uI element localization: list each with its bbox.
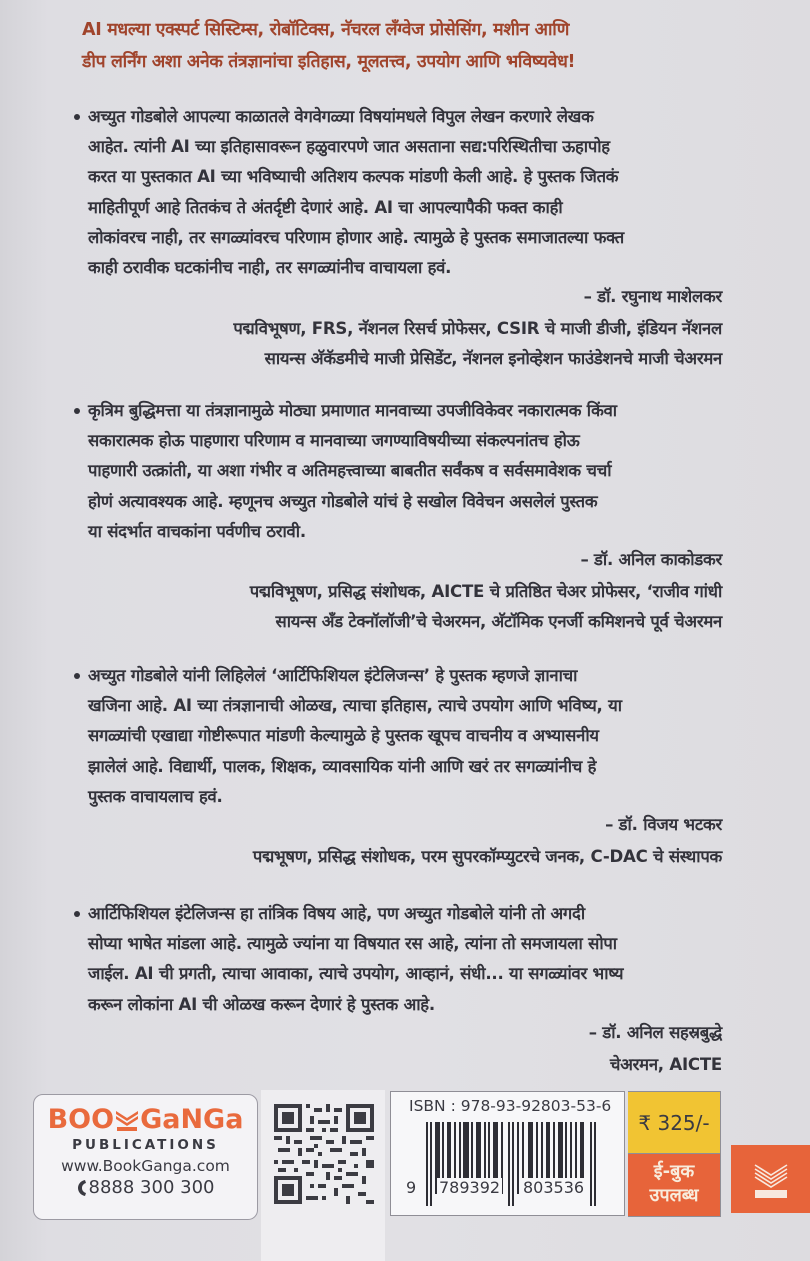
ebook-available-badge bbox=[628, 1154, 721, 1217]
price-tag: ₹ 325/- bbox=[628, 1091, 721, 1154]
publisher-logo bbox=[34, 1105, 257, 1135]
tagline-line: डीप लर्निंग अशा अनेक तंत्रज्ञानांचा इतिहास, मूलतत्त्व, उपयोग आणि भविष्यवेध! bbox=[82, 52, 576, 72]
logo-text-right: GaNGa bbox=[140, 1104, 244, 1135]
author-credentials: पद्मभूषण, प्रसिद्ध संशोधक, परम सुपरकॉम्प्युटरचे जनक, C-DAC चे संस्थापक bbox=[252, 847, 722, 866]
qr-code-icon[interactable] bbox=[274, 1104, 374, 1204]
endorsement-4-text bbox=[62, 899, 732, 1020]
phone-icon bbox=[77, 1179, 87, 1197]
bookganga-chevron-icon bbox=[115, 1109, 139, 1131]
author-credentials: सायन्स अँड टेक्नॉलॉजी’चे चेअरमन, अ‍ॅटॉमिक एनर्जी कमिशनचे पूर्व चेअरमन bbox=[275, 612, 722, 631]
endorsement-1-text bbox=[62, 102, 732, 283]
text-line: करत या पुस्तकात AI च्या भविष्याची अतिशय कल्पक मांडणी केली आहे. हे पुस्तक जितकं bbox=[88, 167, 619, 187]
text-line: करून लोकांना AI ची ओळख करून देणारं हे पुस्तक आहे. bbox=[88, 994, 435, 1014]
endorsement-2-attribution bbox=[250, 545, 722, 637]
barcode-digits-group2: 803536 bbox=[523, 1178, 585, 1197]
publisher-phone bbox=[34, 1177, 257, 1198]
publisher-subtitle: PUBLICATIONS bbox=[72, 1137, 219, 1153]
author-name: – डॉ. अनिल काकोडकर bbox=[580, 550, 722, 569]
tagline bbox=[82, 14, 762, 78]
author-name: – डॉ. रघुनाथ माशेलकर bbox=[583, 287, 722, 306]
author-credentials: पद्मविभूषण, FRS, नॅशनल रिसर्च प्रोफेसर, CSIR चे माजी डीजी, इंडियन नॅशनल bbox=[233, 319, 722, 338]
text-line: पाहणारी उत्क्रांती, या अशा गंभीर व अतिमहत्त्वाच्या बाबतीत सर्वंकष व सर्वसमावेशक चर्चा bbox=[88, 461, 612, 481]
text-line: पुस्तक वाचायलाच हवं. bbox=[88, 786, 223, 806]
text-line: जाईल. AI ची प्रगती, त्याचा आवाका, त्याचे उपयोग, आव्हानं, संधी... या सगळ्यांवर भाष्य bbox=[88, 964, 624, 984]
text-line: आर्टिफिशियल इंटेलिजन्स हा तांत्रिक विषय आहे, पण अच्युत गोडबोले यांनी तो अगदी bbox=[88, 904, 585, 923]
text-line: झालेलं आहे. विद्यार्थी, पालक, शिक्षक, व्यावसायिक यांनी आणि खरं तर सगळ्यांनीच हे bbox=[88, 756, 597, 776]
text-line: कृत्रिम बुद्धिमत्ता या तंत्रज्ञानामुळे मोठ्या प्रमाणात मानवाच्या उपजीविकेवर नकारात्मक किंवा bbox=[88, 401, 617, 420]
endorsement-2-text bbox=[62, 396, 732, 547]
text-line: लोकांवरच नाही, तर सगळ्यांवरच परिणाम होणार आहे. त्यामुळे हे पुस्तक समाजातल्या फक्त bbox=[88, 227, 624, 247]
text-line: माहितीपूर्ण आहे तितकंच ते अंतर्दृष्टी देणारं आहे. AI चा आपल्यापैकी फक्त काही bbox=[88, 197, 563, 217]
endorsement-4-attribution bbox=[589, 1018, 722, 1080]
isbn-barcode-box bbox=[390, 1091, 625, 1216]
text-line: अच्युत गोडबोले यांनी लिहिलेलं ‘आर्टिफिशियल इंटेलिजन्स’ हे पुस्तक म्हणजे ज्ञानाचा bbox=[88, 666, 578, 685]
phone-number: 8888 300 300 bbox=[88, 1177, 215, 1198]
text-line: काही ठरावीक घटकांनीच नाही, तर सगळ्यांनीच वाचायला हवं. bbox=[88, 258, 452, 278]
author-name: – डॉ. अनिल सहस्रबुद्धे bbox=[588, 1023, 722, 1042]
publisher-box bbox=[33, 1094, 258, 1220]
author-credentials: चेअरमन, AICTE bbox=[609, 1055, 722, 1074]
endorsement-3-text bbox=[62, 661, 732, 812]
tagline-line: AI मधल्या एक्स्पर्ट सिस्टिम्स, रोबॉटिक्स, नॅचरल लँग्वेज प्रोसेसिंग, मशीन आणि bbox=[82, 20, 570, 40]
qr-code-area bbox=[261, 1090, 385, 1261]
text-line: खजिना आहे. AI च्या तंत्रज्ञानाची ओळख, त्याचा इतिहास, त्याचे उपयोग आणि भविष्य, या bbox=[88, 696, 622, 716]
bookganga-chevron-icon bbox=[731, 1145, 810, 1213]
barcode-digit-first: 9 bbox=[406, 1178, 417, 1197]
publisher-website[interactable]: www.BookGanga.com bbox=[61, 1157, 230, 1175]
ebook-available-label: उपलब्ध bbox=[649, 1185, 699, 1206]
endorsement-3-attribution bbox=[253, 810, 722, 872]
text-line: सगळ्यांची एखाद्या गोष्टीरूपात मांडणी केल्यामुळे हे पुस्तक खूपच वाचनीय व अभ्यासनीय bbox=[88, 726, 599, 746]
text-line: होणं अत्यावश्यक आहे. म्हणूनच अच्युत गोडबोले यांचं हे सखोल विवेचन असलेलं पुस्तक bbox=[88, 491, 598, 511]
text-line: आहेत. त्यांनी AI च्या इतिहासावरून हळुवारपणे जात असताना सद्य:परिस्थितीचा ऊहापोह bbox=[88, 137, 610, 157]
logo-text-left: BOO bbox=[47, 1104, 115, 1135]
ebook-label: ई-बुक bbox=[653, 1161, 695, 1182]
text-line: सोप्या भाषेत मांडला आहे. त्यामुळे ज्यांना या विषयात रस आहे, त्यांना तो समजायला सोपा bbox=[88, 934, 617, 954]
endorsement-1-attribution bbox=[233, 282, 722, 374]
isbn-label: ISBN : 978-93-92803-53-6 bbox=[409, 1097, 612, 1115]
author-credentials: सायन्स अ‍ॅकॅडमीचे माजी प्रेसिडेंट, नॅशनल इनोव्हेशन फाउंडेशनचे माजी चेअरमन bbox=[264, 349, 722, 368]
publisher-corner-mark bbox=[731, 1145, 810, 1213]
text-line: अच्युत गोडबोले आपल्या काळातले वेगवेगळ्या विषयांमधले विपुल लेखन करणारे लेखक bbox=[88, 107, 594, 126]
text-line: सकारात्मक होऊ पाहणारा परिणाम व मानवाच्या जगण्याविषयीच्या संकल्पनांतच होऊ bbox=[88, 431, 580, 451]
author-credentials: पद्मविभूषण, प्रसिद्ध संशोधक, AICTE चे प्रतिष्ठित चेअर प्रोफेसर, ‘राजीव गांधी bbox=[249, 582, 722, 601]
author-name: – डॉ. विजय भटकर bbox=[605, 815, 722, 834]
barcode-digits-group1: 789392 bbox=[439, 1178, 501, 1197]
text-line: या संदर्भात वाचकांना पर्वणीच ठरावी. bbox=[88, 521, 306, 541]
